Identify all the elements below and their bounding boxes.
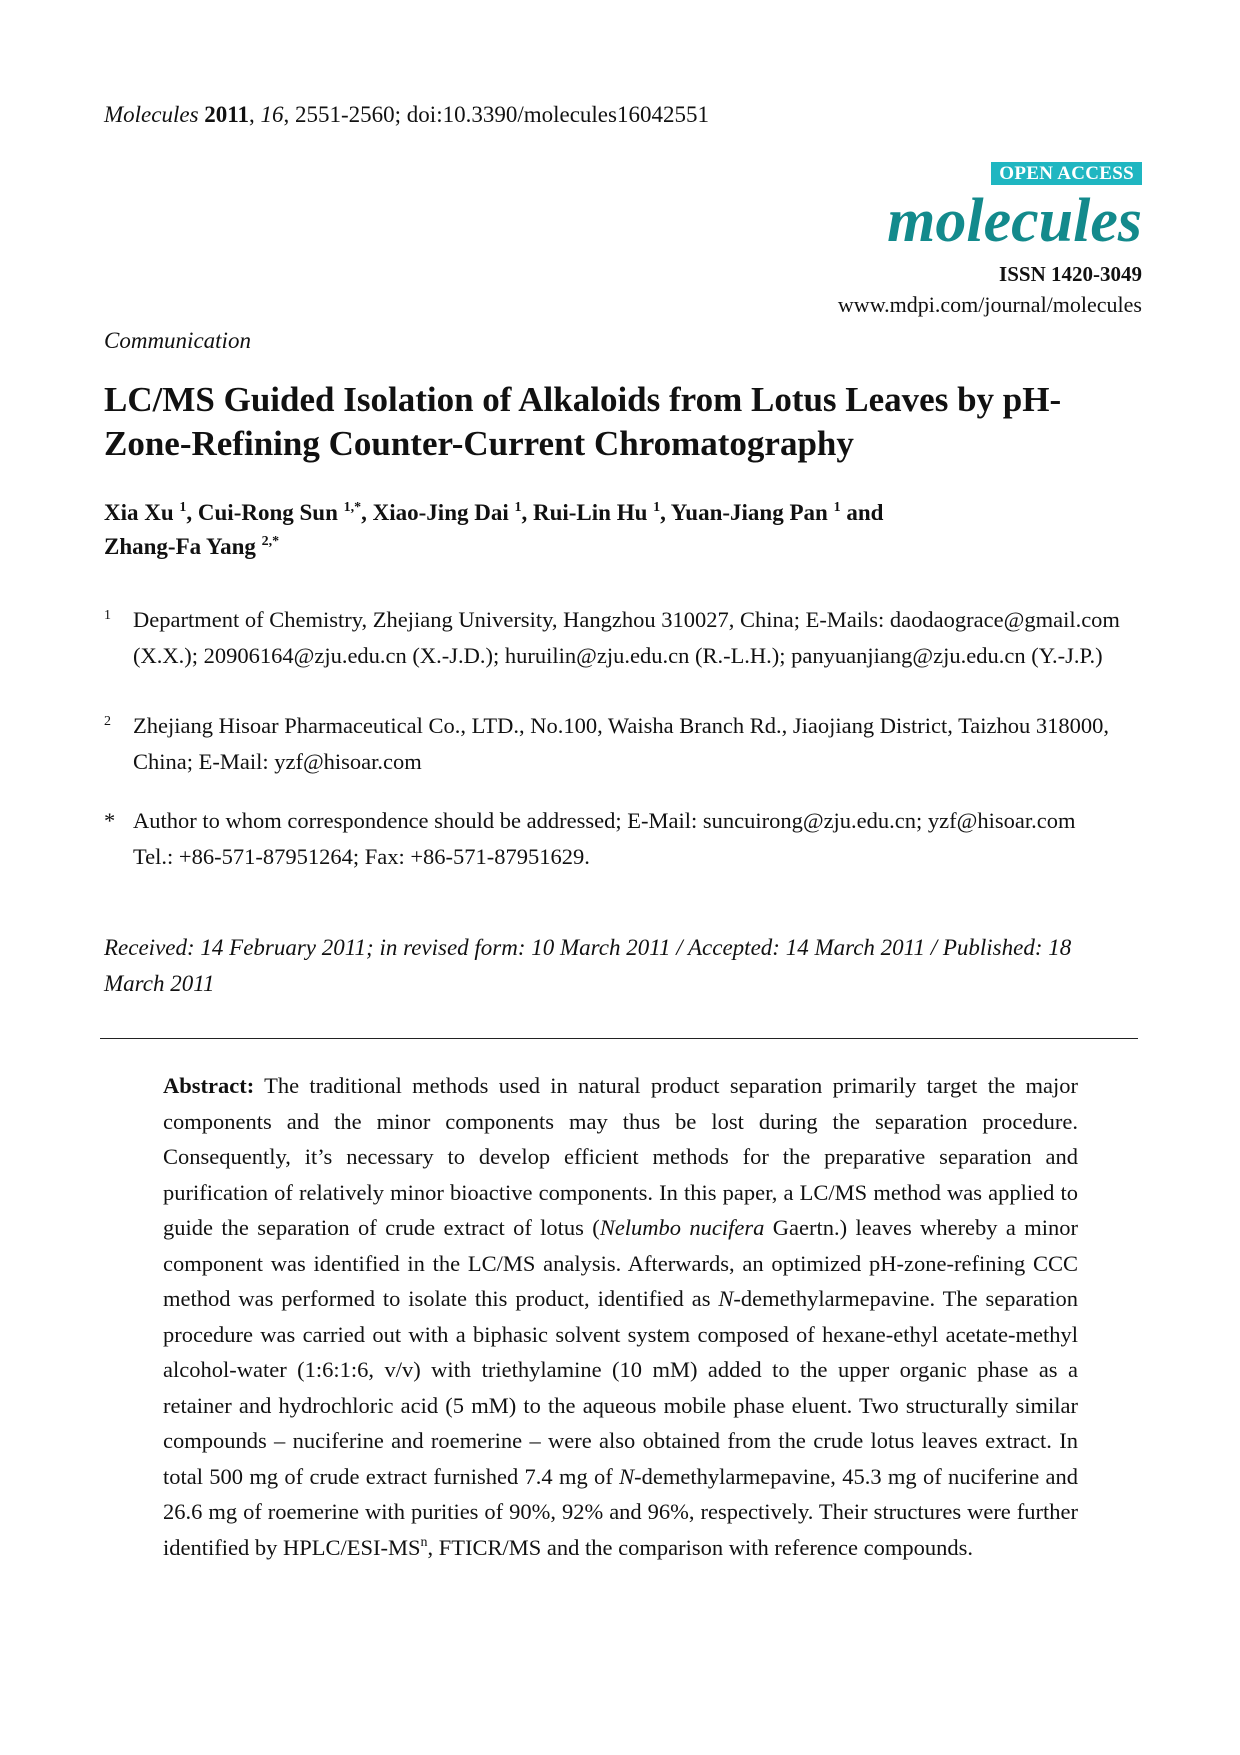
author-name: Rui-Lin Hu <box>532 500 648 525</box>
citation-year: 2011 <box>204 102 249 127</box>
article-type: Communication <box>104 328 251 353</box>
citation-line: Molecules 2011, 16, 2551-2560; doi:10.3390/molecules16042551 <box>104 102 709 127</box>
affiliation-text: Department of Chemistry, Zhejiang University, Hangzhou 310027, China; E-Mails: daodaograce@gmail.com (X.X.); 20906164@zju.edu.cn (X.-J.D.); huruilin@zju.edu.cn (R.-L.H.); panyuanjiang@zju.edu.cn (Y.-J.P.) <box>133 607 1120 668</box>
citation-pages-doi: , 2551-2560; doi:10.3390/molecules16042551 <box>283 102 709 127</box>
abstract-text: Gaertn.) leaves whereby a minor component was identified in the LC/MS analysis. Afterwards, an optimized pH-zone-refining CCC method was performed to isolate this product, identified as <box>163 1215 1079 1311</box>
abstract <box>163 1068 1078 1565</box>
correspondence-phone: Tel.: +86-571-87951264; Fax: +86-571-87951629. <box>133 843 590 869</box>
abstract-italic-n: N <box>718 1286 734 1311</box>
abstract-text: The traditional methods used in natural product separation primarily target the major components and the minor components may thus be lost during the separation procedure. Consequently, it’s necessary to develop efficient methods for the preparative separation and purification of relatively minor bioactive components. In this paper, a LC/MS method was applied to guide the separation of crude extract of lotus ( <box>163 1073 1078 1240</box>
author-name: Yuan-Jiang Pan <box>670 500 828 525</box>
abstract-superscript: n <box>420 1534 428 1550</box>
correspondence-email: Author to whom correspondence should be addressed; E-Mail: suncuirong@zju.edu.cn; yzf@hisoar.com <box>133 808 1076 833</box>
author-list: Xia Xu $^1$, Cui-Rong Sun $^{1,*}$, Xiao-Jing Dai $^1$, Rui-Lin Hu $^1$, Yuan-Jiang Pan $^1$ and Zhang-Fa Yang $^{2,*}$ <box>104 500 884 559</box>
author-affiliation-mark: 1 <box>179 500 187 515</box>
author-affiliation-mark: 1 <box>514 500 522 515</box>
abstract-text: -demethylarmepavine. The separation procedure was carried out with a biphasic solvent system composed of hexane-ethyl acetate-methyl alcohol-water (1:6:1:6, v/v) with triethylamine (10 mM) added to the upper organic phase as a retainer and hydrochloric acid (5 mM) to the aqueous mobile phase eluent. Two structurally similar compounds – nuciferine and roemerine – were also obtained from the crude lotus leaves extract. In total 500 mg of crude extract furnished 7.4 mg of <box>163 1286 1078 1489</box>
citation-volume: 16 <box>260 102 284 127</box>
section-divider <box>100 1038 1138 1039</box>
abstract-italic-n: N <box>619 1463 635 1489</box>
publication-dates: Received: 14 February 2011; in revised form: 10 March 2011 / Accepted: 14 March 2011 / Published: 18 March 2011 <box>104 935 1072 996</box>
author-name: Xia Xu <box>104 500 174 525</box>
author-affiliation-mark: 2,* <box>261 534 280 549</box>
author-affiliation-mark: 1,* <box>343 500 362 515</box>
journal-url[interactable]: www.mdpi.com/journal/molecules <box>837 292 1142 317</box>
affiliation-number: 2 <box>104 714 111 729</box>
abstract-text: -demethylarmepavine, 45.3 mg of nuciferine and 26.6 mg of roemerine with purities of 90%, 92% and 96%, respectively. Their structures were further identified by HPLC/ESI-MS <box>163 1463 1078 1560</box>
author-conjunction: and <box>846 500 884 525</box>
affiliation-2 <box>104 708 1144 779</box>
citation-journal: Molecules <box>104 102 199 127</box>
correspondence-note <box>104 803 1144 874</box>
journal-logo: molecules <box>887 187 1142 255</box>
article-title: LC/MS Guided Isolation of Alkaloids from Lotus Leaves by pH-Zone-Refining Counter-Current Chromatography <box>104 380 1062 463</box>
abstract-label: Abstract: <box>163 1073 255 1098</box>
correspondence-mark: * <box>104 808 116 833</box>
author-name: Zhang-Fa Yang <box>104 534 256 559</box>
author-name: Cui-Rong Sun <box>197 500 338 525</box>
issn: ISSN 1420-3049 <box>999 262 1142 286</box>
affiliation-text: Zhejiang Hisoar Pharmaceutical Co., LTD., No.100, Waisha Branch Rd., Jiaojiang District, Taizhou 318000, China; E-Mail: yzf@hisoar.com <box>133 713 1110 774</box>
author-affiliation-mark: 1 <box>833 500 841 515</box>
open-access-badge: OPEN ACCESS <box>991 162 1142 185</box>
author-affiliation-mark: 1 <box>653 500 661 515</box>
affiliation-1 <box>104 602 1144 673</box>
abstract-species-name: Nelumbo nucifera <box>599 1215 765 1240</box>
affiliation-number: 1 <box>104 608 111 623</box>
abstract-text: , FTICR/MS and the comparison with reference compounds. <box>427 1534 974 1560</box>
author-name: Xiao-Jing Dai <box>372 500 509 525</box>
